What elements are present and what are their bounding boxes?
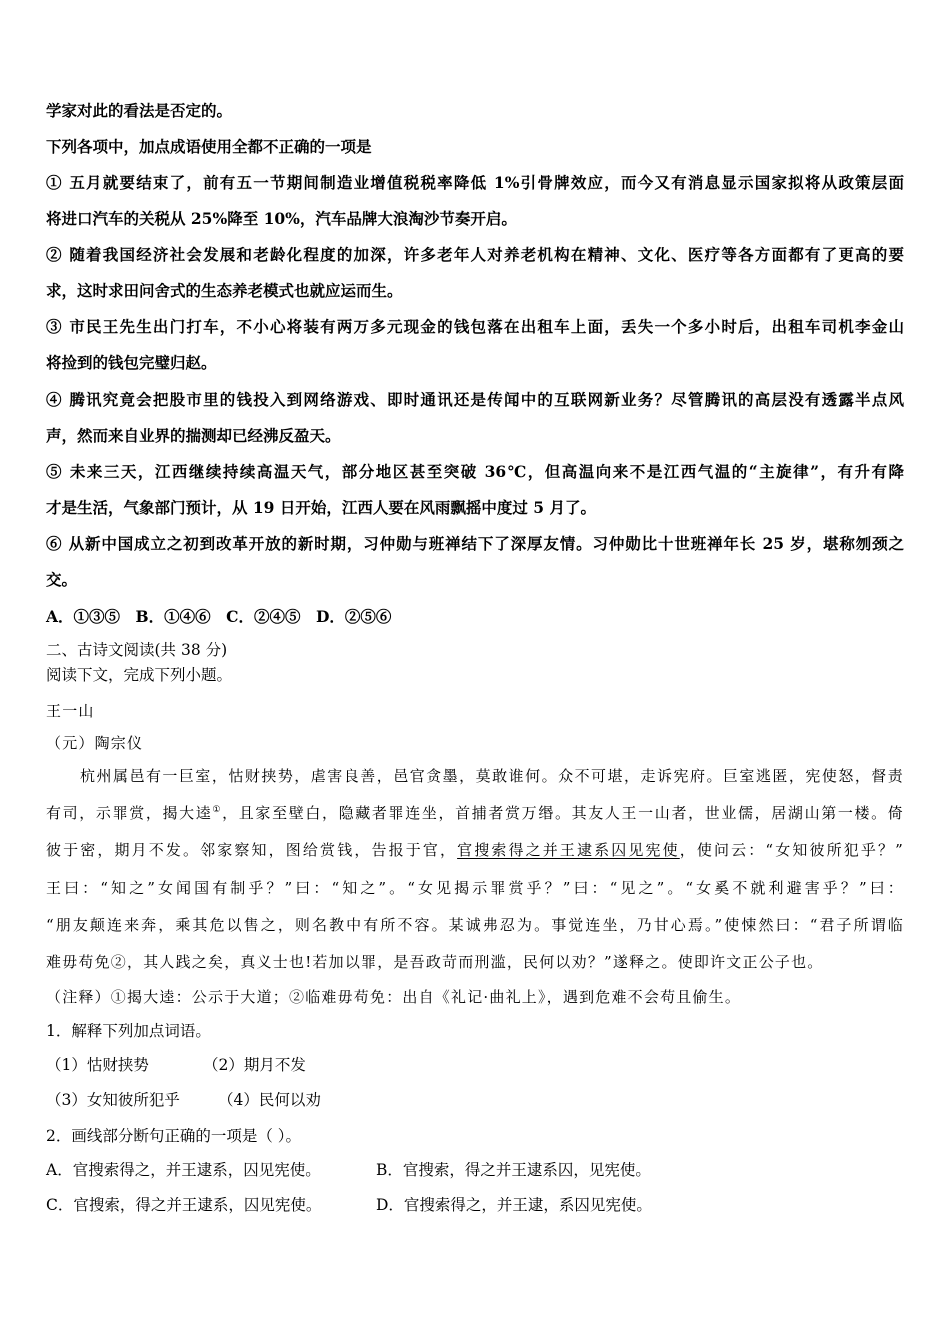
- item-6-line-1: ⑥ 从新中国成立之初到改革开放的新时期，习仲勋与班禅结下了深厚友情。习仲勋比十世班禅年长 25 岁，堪称刎颈之: [46, 534, 904, 553]
- passage-line-4: 王曰：“知之”女闻国有制乎？”曰：“知之”。“女见揭示罪赏乎？”曰：“见之”。“女奚不就利避害乎？”曰：: [46, 879, 904, 897]
- question-2: 2．画线部分断句正确的一项是（ ）。: [46, 1127, 302, 1145]
- option-c: C．官搜索，得之并王逮系，囚见宪使。: [46, 1196, 322, 1214]
- item-2-line-2: 求，这时求田问舍式的生态养老模式也就应运而生。: [46, 281, 403, 300]
- intro-line: 学家对此的看法是否定的。: [46, 101, 233, 120]
- option-b: B．官搜索，得之并王逮系囚，见宪使。: [376, 1161, 651, 1179]
- answer-choices: A．①③⑤ B．①④⑥ C．②④⑤ D．②⑤⑥: [46, 607, 392, 626]
- passage-line-6: 难毋苟免②，其人践之矣，真义士也!若加以罪，是吾政苛而刑滥，民何以劝？”遂释之。使即许文正公子也。: [46, 953, 824, 971]
- passage-text: ，使问云：“女知彼所犯乎？”: [679, 841, 904, 859]
- passage-text: 彼于密，期月不发。邻家察知，图给赏钱，告报于官，: [46, 841, 458, 859]
- item-5-line-1: ⑤ 未来三天，江西继续持续高温天气，部分地区甚至突破 36℃，但高温向来不是江西气温的“主旋律”，有升有降: [46, 462, 904, 481]
- item-4-line-1: ④ 腾讯究竟会把股市里的钱投入到网络游戏、即时通讯还是传闻中的互联网新业务？尽管腾讯的高层没有透露半点风: [46, 390, 904, 409]
- poem-title: 王一山: [46, 702, 95, 720]
- item-1-line-2: 将进口汽车的关税从 25%降至 10%，汽车品牌大浪淘沙节奏开启。: [46, 209, 517, 228]
- item-6-line-2: 交。: [46, 570, 78, 589]
- item-2-line-1: ② 随着我国经济社会发展和老龄化程度的加深，许多老年人对养老机构在精神、文化、医疗等各方面都有了更高的要: [46, 245, 904, 264]
- annotation-notes: （注释）①揭大逵：公示于大道；②临难毋苟免：出自《礼记·曲礼上》，遇到危难不会苟且偷生。: [46, 988, 742, 1006]
- question-1: 1．解释下列加点词语。: [46, 1022, 211, 1040]
- passage-line-3: [46, 840, 904, 860]
- q1-item-2: （2）期月不发: [203, 1056, 306, 1074]
- passage-text: 有司，示罪赏，揭大逵: [46, 804, 213, 822]
- section-instruction: 阅读下文，完成下列小题。: [46, 666, 233, 684]
- passage-line-5: “朋友颠连来奔，乘其危以售之，则名教中有所不容。某诚弗忍为。事觉连坐，乃甘心焉。”使悚然曰：“君子所谓临: [46, 916, 904, 934]
- passage-text: ，且家至壁白，隐藏者罪连坐，首捕者赏万缗。其友人王一山者，世业儒，居湖山第一楼。倚: [222, 804, 904, 822]
- footnote-mark: ①: [212, 805, 223, 815]
- question-prompt: 下列各项中，加点成语使用全都不正确的一项是: [46, 137, 372, 156]
- q1-item-3: （3）女知彼所犯乎: [46, 1091, 180, 1109]
- option-a: A．官搜索得之，并王逮系，囚见宪使。: [46, 1161, 321, 1179]
- passage-line-2: [46, 803, 904, 823]
- passage-line-1: 杭州属邑有一巨室，怙财挟势，虐害良善，邑官贪墨，莫敢谁何。众不可堪，走诉宪府。巨室逃匿，宪使怒，督责: [80, 767, 904, 785]
- poem-author: （元）陶宗仪: [46, 734, 144, 752]
- q1-item-1: （1）怙财挟势: [46, 1056, 149, 1074]
- section-heading: 二、古诗文阅读(共 38 分): [46, 641, 228, 659]
- item-3-line-2: 将捡到的钱包完璧归赵。: [46, 353, 217, 372]
- option-d: D．官搜索得之，并王逮，系囚见宪使。: [376, 1196, 652, 1214]
- q1-item-4: （4）民何以劝: [218, 1091, 321, 1109]
- item-1-line-1: ① 五月就要结束了，前有五一节期间制造业增值税税率降低 1%引骨牌效应，而今又有消息显示国家拟将从政策层面: [46, 173, 904, 192]
- item-3-line-1: ③ 市民王先生出门打车，不小心将装有两万多元现金的钱包落在出租车上面，丢失一个多小时后，出租车司机李金山: [46, 317, 904, 336]
- item-4-line-2: 声，然而来自业界的揣测却已经沸反盈天。: [46, 426, 341, 445]
- item-5-line-2: 才是生活，气象部门预计，从 19 日开始，江西人要在风雨飘摇中度过 5 月了。: [46, 498, 596, 517]
- underlined-phrase: 官搜索得之并王逮系囚见宪使: [457, 841, 680, 859]
